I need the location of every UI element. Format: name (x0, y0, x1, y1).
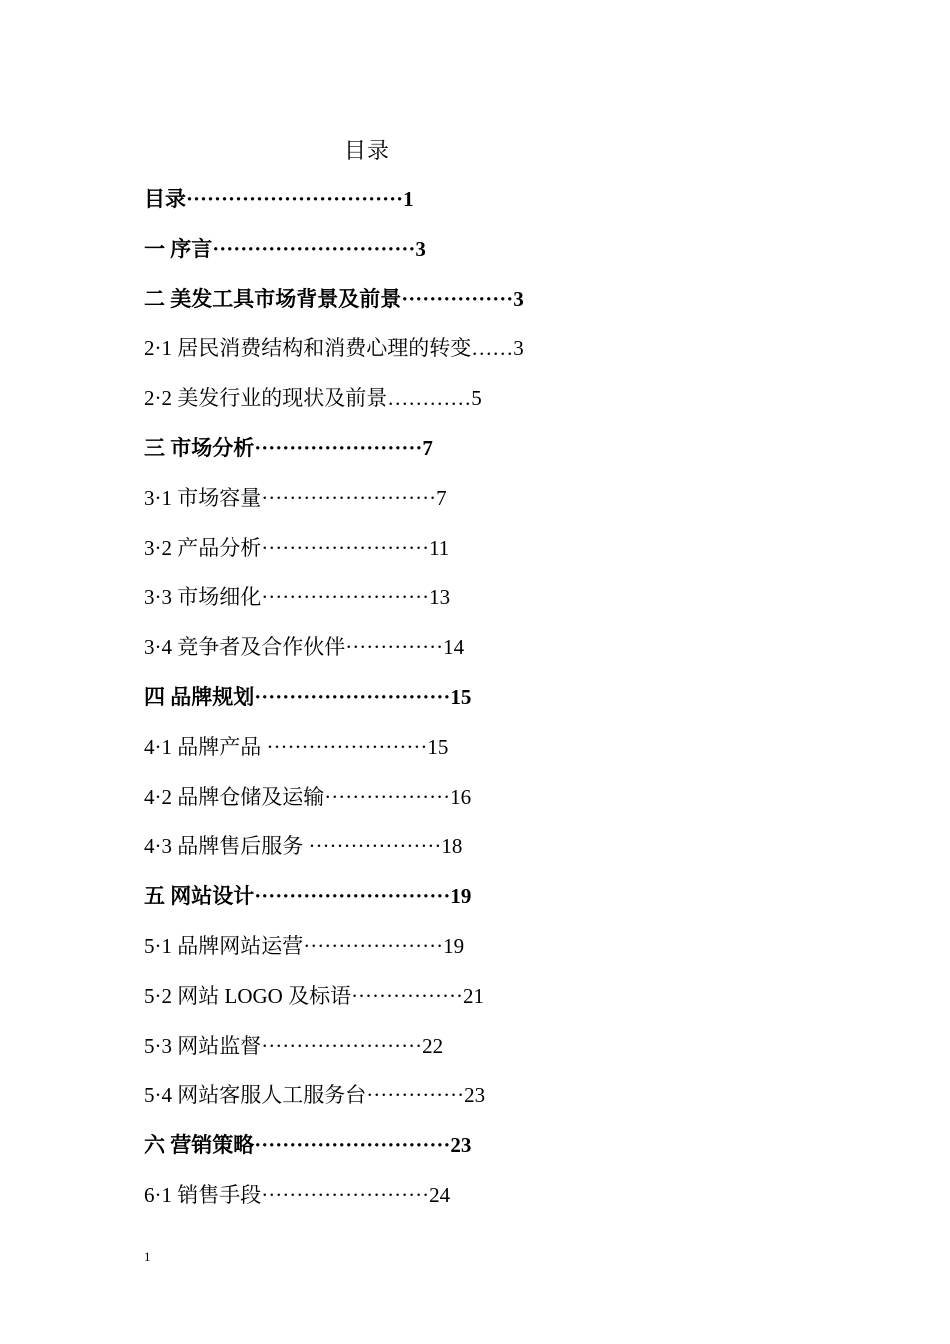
toc-entry-text: 六 营销策略····························23 (144, 1133, 472, 1158)
toc-entry-text: 2·1 居民消费结构和消费心理的转变……3 (144, 336, 524, 361)
toc-entry (144, 533, 764, 583)
toc-entry (144, 383, 764, 433)
toc-entry (144, 1180, 764, 1230)
toc-entry-text: 4·3 品牌售后服务 ···················18 (144, 834, 463, 859)
toc-entry-text: 5·4 网站客服人工服务台··············23 (144, 1083, 486, 1108)
toc-entry-text: 5·2 网站 LOGO 及标语················21 (144, 983, 484, 1008)
toc-entry (144, 284, 764, 334)
toc-entry-text: 2·2 美发行业的现状及前景…………5 (144, 386, 482, 411)
toc-title: 目录 (343, 138, 390, 163)
toc-entry (144, 981, 764, 1031)
toc-entry (144, 931, 764, 981)
toc-entry (144, 881, 764, 931)
toc-entry-text: 目录·······························1 (144, 187, 414, 211)
toc-entry (144, 1031, 764, 1081)
toc-entry-text: 一 序言·····························3 (144, 236, 426, 261)
toc-entry-text: 6·1 销售手段························24 (144, 1182, 451, 1207)
toc-entry (144, 184, 764, 234)
toc-entry (144, 333, 764, 383)
toc-entry (144, 782, 764, 832)
footer-page-number: 1 (144, 1249, 151, 1264)
toc-entry-text: 四 品牌规划····························15 (144, 684, 472, 709)
toc-entry (144, 234, 764, 284)
toc-entry-text: 5·3 网站监督·······················22 (144, 1033, 444, 1058)
toc-entry-text: 4·2 品牌仓储及运输··················16 (144, 784, 472, 809)
toc-list (144, 184, 764, 1230)
toc-entry-text: 五 网站设计····························19 (144, 884, 472, 909)
toc-entry (144, 1080, 764, 1130)
toc-entry-text: 5·1 品牌网站运营····················19 (144, 933, 465, 958)
toc-entry (144, 831, 764, 881)
toc-entry (144, 483, 764, 533)
toc-entry-text: 3·4 竞争者及合作伙伴··············14 (144, 635, 465, 660)
toc-entry-text: 3·3 市场细化························13 (144, 585, 451, 610)
toc-entry (144, 732, 764, 782)
toc-entry-text: 二 美发工具市场背景及前景················3 (144, 286, 524, 311)
toc-entry (144, 433, 764, 483)
toc-entry (144, 582, 764, 632)
toc-entry (144, 1130, 764, 1180)
toc-entry (144, 632, 764, 682)
toc-entry-text: 3·1 市场容量·························7 (144, 485, 447, 510)
toc-entry-text: 3·2 产品分析························11 (144, 535, 450, 560)
toc-entry (144, 682, 764, 732)
toc-entry-text: 4·1 品牌产品 ·······················15 (144, 734, 449, 759)
toc-entry-text: 三 市场分析························7 (144, 435, 433, 460)
